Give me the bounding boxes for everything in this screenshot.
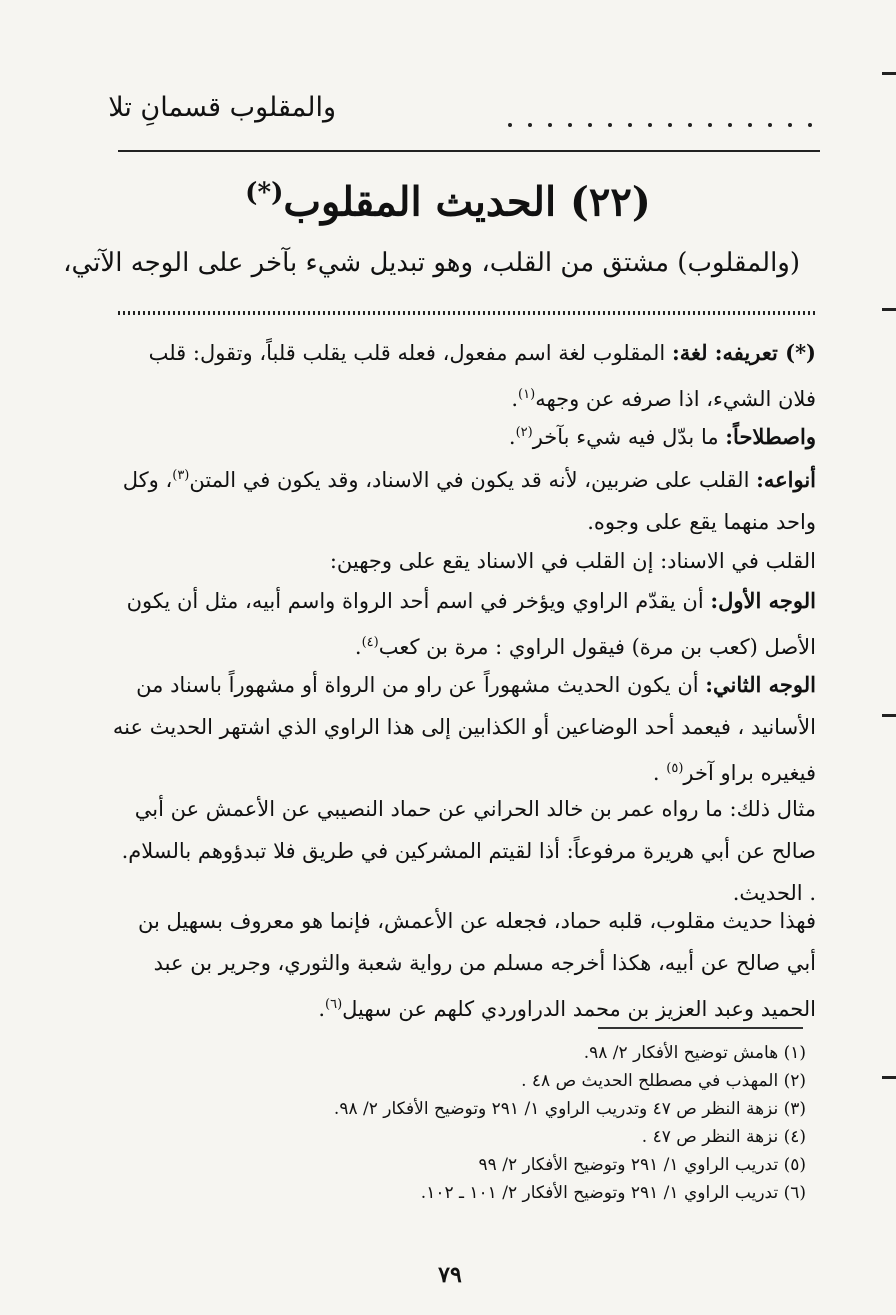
paragraph-first-aspect: الوجه الأول: أن يقدّم الراوي ويؤخر في اسم أحد الرواة واسم أبيه، مثل أن يكون الأصل (كعب بن مرة) فيقول الراوي : مرة بن كعب$^{(٤)}$. (126, 588, 816, 659)
label-types: أنواعه: (756, 467, 816, 492)
footnote-rule (598, 1027, 803, 1029)
page-number: ٧٩ (438, 1262, 462, 1288)
footnote-1: (١) هامش توضيح الأفكار ٢/ ٩٨. (583, 1043, 806, 1063)
running-head: والمقلوب قسمانِ تلا (108, 92, 336, 123)
chapter-title (150, 178, 746, 225)
text-second-aspect: أن يكون الحديث مشهوراً عن راو من الرواة أو مشهوراً باسناد من الأسانيد ، فيعمد أحد الوضاعين أو الكذابين إلى هذا الراوي الذي اشتهر الحديث عنه فيغيره براو آخر (112, 673, 816, 785)
text-technical: ما بدّل فيه شيء بآخر (532, 425, 719, 449)
footnote-ref-5: (٥) (666, 761, 684, 776)
text-first-aspect: أن يقدّم الراوي ويؤخر في اسم أحد الرواة واسم أبيه، مثل أن يكون الأصل (كعب بن مرة) فيقول الراوي : مرة بن كعب (126, 589, 816, 659)
scan-edge-mark (882, 72, 896, 75)
text-definition: المقلوب لغة اسم مفعول، فعله قلب يقلب قلباً، وتقول: قلب فلان الشيء، اذا صرفه عن وجهه (148, 341, 816, 411)
text-types-a: القلب على ضربين، لأنه قد يكون في الاسناد، وقد يكون في المتن (189, 468, 750, 492)
paragraph-definition-technical: واصطلاحاً: ما بدّل فيه شيء بآخر$^{(٢)}$. (508, 424, 816, 449)
paragraph-types (110, 455, 816, 543)
poem-line: (والمقلوب) مشتق من القلب، وهو تبديل شيء بآخر على الوجه الآتي، (63, 248, 800, 278)
footnote-6: (٦) تدريب الراوي ١/ ٢٩١ وتوضيح الأفكار ٢/ ١٠١ ـ ١٠٢. (420, 1183, 806, 1203)
label-first-aspect: الوجه الأول: (710, 588, 816, 613)
footnote-ref-6: (٦) (325, 997, 343, 1012)
paragraph-explanation: فهذا حديث مقلوب، قلبه حماد، فجعله عن الأعمش، فإنما هو معروف بسهيل بن أبي صالح عن أبيه، هكذا أخرجه مسلم من رواية شعبة والثوري، وجرير بن عبد الحميد وعبد العزيز بن محمد الدراوردي كلهم عن سهيل$^{(٦)}$. (137, 909, 816, 1021)
header-dot-leader (505, 103, 815, 133)
footnote-2: (٢) المهذب في مصطلح الحديث ص ٤٨ . (521, 1071, 806, 1091)
text-example: مثال ذلك: ما رواه عمر بن خالد الحراني عن حماد النصيبي عن الأعمش عن أبي صالح عن أبي هريرة مرفوعاً: أذا لقيتم المشركين في طريق فلا تبدؤوهم بالسلام. . الحديث. (121, 797, 816, 905)
footnote-5: (٥) تدريب الراوي ١/ ٢٩١ وتوضيح الأفكار ٢/ ٩٩ (478, 1155, 806, 1175)
scan-edge-mark (882, 308, 896, 311)
chapter-title-mark: (*) (245, 178, 284, 208)
footnote-4: (٤) نزهة النظر ص ٤٧ . (641, 1127, 806, 1147)
scan-edge-mark (882, 1076, 896, 1079)
label-technical: واصطلاحاً: (725, 424, 816, 449)
dotted-separator (118, 310, 818, 316)
label-definition: (*) تعريفه: لغة: (671, 340, 816, 365)
paragraph-example (110, 788, 816, 914)
paragraph-definition-lexical: (*) تعريفه: لغة: المقلوب لغة اسم مفعول، فعله قلب يقلب قلباً، وتقول: قلب فلان الشيء، اذا صرفه عن وجهه$^{(١)}$. (148, 340, 816, 411)
footnote-ref-4: (٤) (361, 635, 379, 650)
header-rule (118, 150, 820, 152)
footnote-ref-2: (٢) (515, 425, 533, 440)
scan-edge-mark (882, 714, 896, 717)
footnote-ref-3: (٣) (172, 468, 190, 483)
text-types-b: ، وكل واحد منهما يقع على وجوه. (122, 468, 816, 534)
paragraph-isnad-inversion (110, 540, 816, 582)
footnote-ref-1: (١) (518, 387, 536, 402)
text-explanation: فهذا حديث مقلوب، قلبه حماد، فجعله عن الأعمش، فإنما هو معروف بسهيل بن أبي صالح عن أبيه، هكذا أخرجه مسلم من رواية شعبة والثوري، وجرير بن عبد الحميد وعبد العزيز بن محمد الدراوردي كلهم عن سهيل (137, 909, 816, 1021)
footnote-3: (٣) نزهة النظر ص ٤٧ وتدريب الراوي ١/ ٢٩١ وتوضيح الأفكار ٢/ ٩٨. (333, 1099, 806, 1119)
label-second-aspect: الوجه الثاني: (705, 672, 816, 697)
text-isnad-inversion: القلب في الاسناد: إن القلب في الاسناد يقع على وجهين: (329, 549, 816, 573)
paragraph-second-aspect: الوجه الثاني: أن يكون الحديث مشهوراً عن راو من الرواة أو مشهوراً باسناد من الأسانيد ، فيعمد أحد الوضاعين أو الكذابين إلى هذا الراوي الذي اشتهر الحديث عنه فيغيره براو آخر$^{(٥)}$ . (112, 672, 816, 785)
chapter-title-text: (٢٢) الحديث المقلوب (283, 178, 651, 226)
